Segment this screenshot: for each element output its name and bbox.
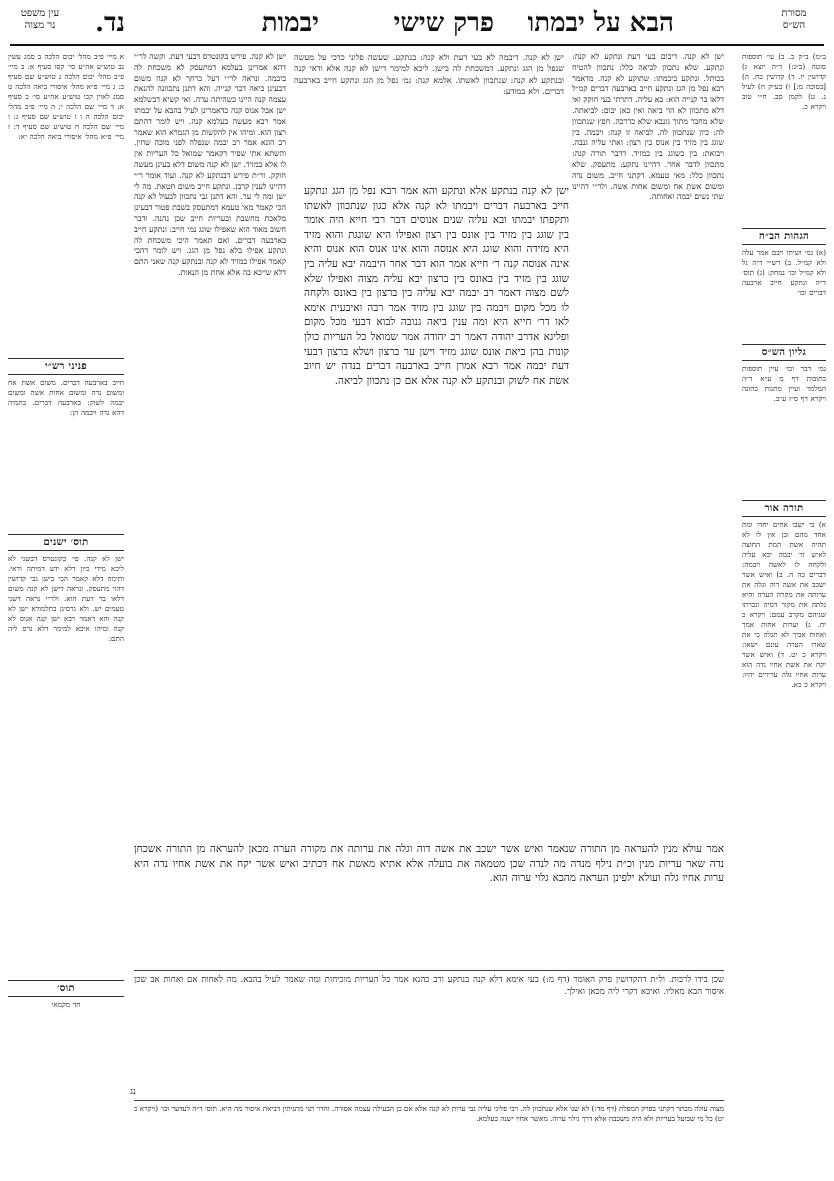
tosafot-yeshanim-title: תוס׳ ישנים [8, 534, 124, 551]
hagahot-text: (א) גמ׳ ושיתו ויבם אמר עלה ולא קמ״ל. ב) רש״י ד״ה גל ולא קמ״ל וכו׳ נמחק: (ג) תוס׳ ד״ה ונתקע חייב ארבעה דברים וכו׳ [742, 248, 826, 297]
hagahot-title: הגהות הב״ח [742, 228, 826, 245]
ein-mishpat-text: א מיי׳ פ״ב מהל׳ יבום הלכה ב סמג עשין נב טוש״ע אה״ע סי׳ קסו סעיף א: ב מיי׳ פ״ב מהל׳ יבום הלכה ג טוש״ע שם סעיף ב: ג מיי׳ פ״א מהל׳ איסורי ביאה הלכה ט סמג לאוין קכו טוש״ע אה״ע סי׳ כ סעיף א: ד מיי׳ שם הלכה י: ה מיי׳ פ״ב מהל׳ יבום הלכה ה ו ז טוש״ע שם סעיף ג: ו מיי׳ שם הלכה ח טוש״ע שם סעיף ד: ז מיי׳ פ״א מהל׳ איסורי ביאה הלכה יא: [8, 52, 124, 141]
top-gemara-text: ישן לא קנה. דיבמה לא בעי דעת ולא קנה: בנתקע. שעשה פלוני כדכי על מעשה שנפל מן הגג ונתקע. דמשכחת לה בישן. ליכא למימר דישן לא קנה אלא ודאי קנה ובנתקע לא קנה: שנתכוון לאשתו. אלמא קנה: גמ׳ נפל מן הגג ונתקע חייב בארבעה דברים. ולא במודע: [294, 52, 564, 97]
chapter-number: פרק שישי [393, 8, 494, 38]
masoret-hashas-label: מסורת הש״ס [781, 8, 807, 31]
torah-or-title: תורה אור [742, 500, 826, 517]
footer-commentary [134, 970, 724, 1054]
penei-rashi-text: חייב בארבעה דברים. משום אשת אח ומשום נדה ומשום אחות אשה ומשום יבמה לשוק: בארבעה דברים. בתמיה דהא נדה ויבמה הן: [8, 378, 124, 417]
tosafot-text: ישן לא קנה. פירש בקונטרס דבעי דעת. וקשה לר״י דהא אמרינן בעלמא דמתעסק לא משכחת לה ביבמה. ונראה לר״י דעל כרחך לא קנה משום דבעינן ביאה דבר קנייה. והא דתנן נתכוונה להנאת עצמה קנה היינו כשהיתה ערה. ואי קשיא דבשלמא ישן אבל אנוס קנה כדאמרינן לעיל בהבא על יבמתו אמר רבא מעשה בעלמא קנה. ויש לומר דהתם רצון הוא. ומיהו אין להקשות מן הגמרא הוא שאמר רב הונא אמר רב יבמה שנפלה לפני מוכה שחין. והשתא אתי שפיר דקאמר שמואל כל העריות אין לו אלא במזיד. ישן לא קנה משום דלא בעינן מעשה חוקק. ור״ת פירש דבנתקע לא קנה. ועוד אומר ר״י דהיינו לענין קרבן. ונתקע חייב משום חטאת. מה לי ישן ומה לי ער. והא דתנן גבי נתכוון לבעול לא קנה הכי קאמר מאי טעמא דמתעסק בשבת פטור דבעינן מלאכת מחשבת ובעריות חייב שכן נהנה. ודבר חשוב מאוד הוא שאפילו שוגג נמי חייב: ונתקע חייב בארבעה דברים. ואם תאמר היכי משכחת לה ונתקע אפילו בלא נפל מן הגג. ויש לומר דהכי קאמר אפילו במזיד לא קנה ובנתקע קנה שאני התם דלא שייכא בה אלא אחת מן הנאות. [134, 52, 286, 277]
torah-or-text: א) כי ישבו אחים יחדו ומת אחד מהם ובן אין לו לא תהיה אשת המת החוצה לאיש זר יבמה יבא עליה ולקחה לו לאשה ויבמה: דברים כה ה. ב) ואיש אשר ישכב את אשה דוה וגלה את ערותה את מקרה הערה והיא גלתה את מקור דמיה ונכרתו שניהם מקרב עמם: ויקרא כ יח. ג) וערות אחות אמך ואחות אביך לא תגלה כי את שארו הערה עונם ישאו: ויקרא כ יט. ד) ואיש אשר יקח את אשת אחיו נדה הוא ערות אחיו גלה ערירים יהיו: ויקרא כ כא. [742, 520, 826, 689]
chapter-name: הבא על יבמתו [527, 8, 674, 38]
gemara-bottom-text: אמר עולא מנין להעראה מן התורה שנאמר ואיש אשר ישכב את אשה דוה וגלה את ערותה את מקורה הערה מכאן להעראה מן התורה אשכחן נדה שאר עריות מנין וכ״ת נילף מנדה מה לנדה שכן מטמאה את בועלה אלא אתיא מאשת אח דכתיב ואיש אשר יקח את אשת אחיו נדה היא ערות אחיו גלה ועולא ילפינן העראה מהכא גלוי ערוה הוא. [134, 843, 724, 885]
outer-right-column [742, 52, 826, 1097]
tosafot-commentary [134, 52, 286, 832]
mishna-bottom-text: שכן בידו לרבות. ול״ת דהקדושין פרק האומר (דף מ:) בעי אימא דלא קנה בנתקע ורב כהנא אמר כל העריות מוכיחות ומה שאמר לעיל בהבא. מה לאחות אם ואחות אב שכן איסור הבא מאליו. ואיכא דקרי ליה מכאן ואילך. [134, 975, 724, 997]
page-signature: נג [130, 1087, 136, 1097]
masoret-text: ב״מ) ב״ק כ. ב) עי׳ תוספות סוטה (כ״ג:) ד״ה יוצא ג) קדושין יז. ד) קדושין כח. ה) [בסוכה מ:] ו) בע״ק ח) לעיל נ. ט) לקמן סב. ח״י טוב ויקרא כ. [742, 52, 826, 111]
gilyon-text: גמ׳ דבר וכו׳ עיין תוספות כתובות דף מ ע״א ד״ה המלמד ועיין מתנות כהונה ויקרא דף ס״ז ע״ב. [742, 364, 826, 403]
ein-mishpat-label: עין משפט נר מצוה [20, 8, 60, 31]
gemara-text: ישן לא קנה בנתקע אלא ונתקע והא אמר רבא נפל מן הגג ונתקע חייב בארבעה דברים ויבמתו לא קנה אלא כגון שנתכוון לאשתו ותקפתו יבמתו ובא עליה שנים אנוסים דבר רבי חייא היה אומר בין שוגג בין מזיד בין אונס בין רצון ואפילו היא שוגגת והוא מזיד היא מזידה והוא שוגג היא אנוסה והוא אינו אנוס הוא אנוס והיא אינה אנוסה קנה ר׳ חייא אמר הוא דבר אחר היבמה יבא עליה בין שוגג בין מזיד בין באונס בין ברצון יבא עליה מצוה ואפילו שלא לשם מצוה דאמר רב יבמה יבא עליה בין ברצון בין באונס ולקחה לו מכל מקום ויבמה בין שוגג בין מזיד אמר רבה ואיבעית אימא לאו דר׳ חייא היא ומה ענין ביאה גנובה לבוא דבעי מכל מקום ופליגא אדרב יהודה דאמר רב יהודה אמר שמואל כל העריות כולן קונות בהן ביאת אונס שוגג מזיד וישן ער ברצון ושלא ברצון דבעי דעת יבמה אמר רבא אמרן חייב בארבעה דברים בנדה יש חיוב אשת אח לשוק ובנתקע לא קנה אלא אם כן נתכוון לביאה. [304, 185, 569, 387]
rashi-commentary [572, 52, 724, 652]
penei-rashi-title: פניני רש״י [8, 358, 124, 375]
tosafot-short-title: תוס׳ [8, 980, 124, 997]
footer-notes: מצוה עולה מבתר דקתני בפרק המפלת (דף מד:) לא שנו אלא שנתכוון לה. רבי פליגי עליה גבי ערות לא קנה אלא אם כן הבעילה עצמה אסורה. והדר תני מתניתין דביאת איסור מה היא. תוס׳ ד״ה לעדער וכו׳ (ויקרא כ יט) כל מי שבועל בעריות ולא היה משכבה אלא דרך גילוי ערוה. מאשר אחיו ישנה בעלמא. [134, 1104, 724, 1123]
outer-left-column [8, 52, 124, 1097]
tosafot-short-text: חד מקמאי [51, 1000, 81, 1009]
header-rule [10, 44, 824, 46]
center-block [134, 52, 724, 1097]
page-header [10, 6, 824, 46]
folio-number: נד. [95, 8, 126, 38]
tractate-name: יבמות [261, 8, 319, 38]
rashi-text: ישן לא קנה. דיבום בעי דעת ונתקע לא קנה: ונתקע. שלא נתכוון לביאה כלל: נתכוון להטיח בכותל. ונתקע ביבמתו: שתוקע לא קנה. מדאמר רבא נפל מן הגג ונתקע חייב בארבעה דברים קמ״ל דלאו בר קנייה הוא: בא עליה. דתרתי בעי חוקק ואי דלא מתכוון לא הוי ביאה ואין כאן יבום: לביאתה. שלא מחבר מתוך גונבא שלא כדרכה. חפץ שנתכוון לה: כיון שנתכוון לה. לביאה זו קנה: ויבמה. בין שוגג בין מזיד בין אנוס בין רצון: ואתי עליה גנבה. ויבואת: בין בשוגג בין במזיד. דדבר תורה קנה: מתכוון לדבר אחר. דהיינו נתקע: מתעסק. שלא נתכוון כלל: מאי טעמא. דקתני חייב. משום נדה ומשום אשת אח ומשום אחות אשה. ולר״י דהיינו שתי נשים יבמה ואחותה. [572, 52, 724, 202]
gilyon-title: גליון הש״ס [742, 344, 826, 361]
footer-rule [134, 1100, 724, 1101]
tosafot-yeshanim-text: ישן לא קנה. פי׳ בקונטרס דבשני לא ליכא מידי כיון דלא ידע דמיתה ודאי. ותימה דלא קאמר הכי בישן גבי קדושין דהוי מתעסק. ונראה דישן לא קנה משום דלאו בר דעת הוא. ולר״י נראה דשני טעמים יש. ולא גרסינן בתלמודא ישן לא קנה והא דאמר רבא ישן קנה אנוס לא קנה ומיהו איכא למימר דלא גרס ליה התם: [8, 554, 124, 643]
